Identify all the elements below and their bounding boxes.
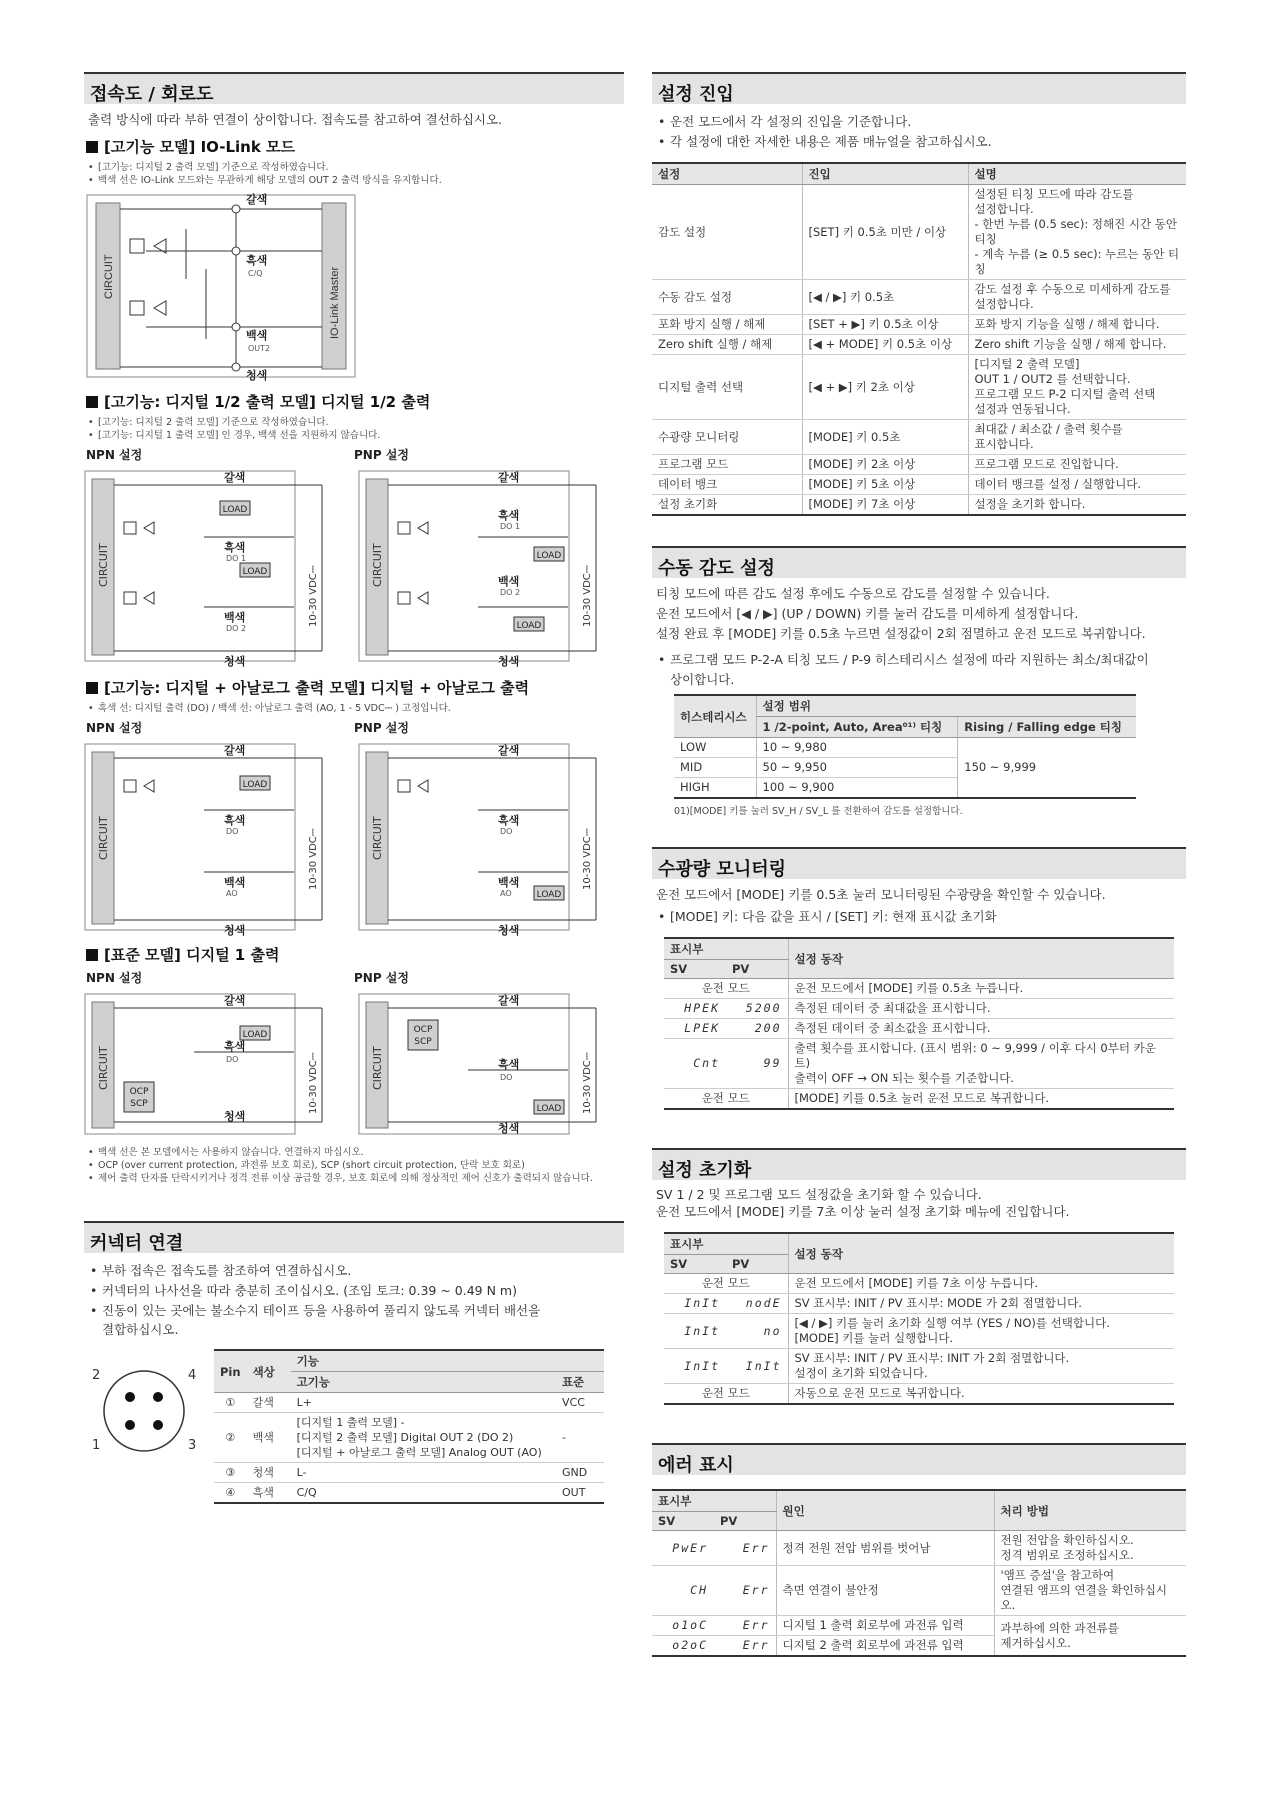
digital12-pnp-diagram (358, 467, 608, 667)
analog-notes (84, 700, 624, 717)
settings-entry-bullets (652, 104, 1186, 156)
load-box-label: LOAD (516, 621, 542, 631)
wire-black-sub: DO (500, 827, 513, 836)
wire-black-sub: DO 1 (500, 522, 521, 531)
connector-bullet: • 부하 접속은 접속도를 참조하여 연결하십시오. (90, 1261, 618, 1281)
iolink-note: • 백색 선은 IO-Link 모드와는 무관하게 해당 모델의 OUT 2 출력 방식을 유지합니다. (88, 174, 620, 187)
npn-label: NPN 설정 (86, 448, 143, 462)
vdc-label: 10-30 VDC⎓ (308, 1052, 319, 1114)
wiring-footnote: • 백색 선은 본 모델에서는 사용하지 않습니다. 연결하지 마십시오. (88, 1146, 620, 1159)
circuit-label: CIRCUIT (97, 543, 110, 587)
col-standard: 표준 (556, 1372, 604, 1393)
wire-black-sub: DO (226, 827, 239, 836)
wire-white-sub: OUT2 (248, 344, 271, 353)
table-row: LOW 10 ~ 9,980 150 ~ 9,999 (674, 738, 1136, 758)
table-row: 설정 초기화 [MODE] 키 7초 이상 설정을 초기화 합니다. (652, 495, 1186, 516)
table-row: o2oC Err 디지털 2 출력 회로부에 과전류 입력 (652, 1636, 1186, 1657)
circuit-label: CIRCUIT (371, 543, 384, 587)
wire-black-sub: DO (226, 1055, 239, 1064)
table-row: HIGH 100 ~ 9,900 (674, 778, 1136, 799)
monitor-line: 운전 모드에서 [MODE] 키를 0.5초 눌러 모니터링된 수광량을 확인할 수 있습니다. (656, 887, 1106, 902)
pnp-label: PNP 설정 (354, 721, 409, 735)
digital12-note: • [고기능: 디지털 2 출력 모델] 기준으로 작성하였습니다. (88, 416, 620, 429)
col-remedy: 처리 방법 (994, 1490, 1186, 1531)
settings-bullet: • 운전 모드에서 각 설정의 진입을 기준합니다. (658, 112, 1180, 132)
standard-set-labels (84, 967, 624, 990)
connector-bullet: • 커넥터의 나사선을 따라 충분히 조이십시오. (조임 토크: 0.39 ~ 0.49 N m) (90, 1281, 618, 1301)
table-row: 프로그램 모드 [MODE] 키 2초 이상 프로그램 모드로 진입합니다. (652, 455, 1186, 475)
wire-blue-label: 청색 (498, 924, 520, 936)
wire-brown-label: 갈색 (498, 744, 520, 757)
table-row: LPEK 200 측정된 데이터 중 최소값을 표시합니다. (664, 1019, 1174, 1039)
wire-black-label: 흑색 (498, 814, 520, 827)
digital12-set-labels (84, 444, 624, 467)
npn-label: NPN 설정 (86, 721, 143, 735)
settings-bullet: • 각 설정에 대한 자세한 내용은 제품 매뉴얼을 참고하십시오. (658, 132, 1180, 152)
col-color: 색상 (247, 1350, 291, 1393)
wire-white-label: 백색 (246, 329, 268, 342)
table-row: ② 백색 [디지털 1 출력 모델] - [디지털 2 출력 모델] Digital OUT 2 (DO 2) [디지털 + 아날로그 출력 모델] Analog OUT (AO) - (214, 1413, 604, 1463)
monitor-title: 수광량 모니터링 (652, 847, 1186, 879)
col-pv: PV (726, 1255, 788, 1274)
reset-table (664, 1232, 1174, 1405)
connector-bullet: • 진동이 있는 곳에는 불소수지 테이프 등을 사용하여 풀리지 않도록 커넥터 배선을 (90, 1301, 618, 1321)
standard-diagrams (84, 990, 624, 1140)
manual-sens-bullet: • 프로그램 모드 P-2-A 티칭 모드 / P-9 히스테리시스 설정에 따라 지원하는 최소/최대값이 상이합니다. (652, 646, 1186, 694)
table-row: ④ 흑색 C/Q OUT (214, 1483, 604, 1504)
wire-black-label: 흑색 (246, 254, 268, 267)
load-box-label: LOAD (222, 505, 248, 515)
wire-brown-label: 갈색 (498, 471, 520, 484)
wire-white-label: 백색 (498, 876, 520, 889)
settings-entry-table (652, 162, 1186, 516)
analog-diagrams (84, 740, 624, 936)
col-display: 표시부 (652, 1490, 776, 1512)
col-entry: 진입 (802, 163, 968, 185)
monitor-table (664, 937, 1174, 1110)
scp-label: SCP (130, 1099, 148, 1109)
hysteresis-table (674, 694, 1136, 799)
pnp-label: PNP 설정 (354, 971, 409, 985)
table-row: 데이터 뱅크 [MODE] 키 5초 이상 데이터 뱅크를 설정 / 실행합니다. (652, 475, 1186, 495)
connector-bullets (84, 1253, 624, 1325)
wire-blue-label: 청색 (498, 655, 520, 667)
wiring-intro: 출력 방식에 따라 부하 연결이 상이합니다. 접속도를 참고하여 결선하십시오. (88, 112, 503, 127)
col-sv: SV (652, 1512, 714, 1531)
col-action: 설정 동작 (788, 1233, 1174, 1274)
table-row: 감도 설정 [SET] 키 0.5초 미만 / 이상 설정된 티칭 모드에 따라 감도를 설정합니다. - 한번 누름 (0.5 sec): 정해진 시간 동안 티칭 - 계속 누름 (≥ 0.5 sec): 누르는 동안 티칭 (652, 185, 1186, 280)
table-row: 운전 모드 운전 모드에서 [MODE] 키를 0.5초 누릅니다. (664, 979, 1174, 999)
table-row: InIt InIt SV 표시부: INIT / PV 표시부: INIT 가 2회 점멸합니다. 설정이 초기화 되었습니다. (664, 1349, 1174, 1384)
wire-blue-label: 청색 (498, 1122, 520, 1135)
ocp-label: OCP (413, 1025, 433, 1035)
reset-text: SV 1 / 2 및 프로그램 모드 설정값을 초기화 할 수 있습니다. 운전 모드에서 [MODE] 키를 7초 이상 눌러 설정 초기화 메뉴에 진입합니다. (656, 1187, 1070, 1219)
vdc-label: 10-30 VDC⎓ (308, 828, 319, 890)
wire-black-label: 흑색 (498, 1058, 520, 1071)
monitor-bullet: • [MODE] 키: 다음 값을 표시 / [SET] 키: 현재 표시값 초기화 (652, 907, 1186, 931)
wire-white-sub: AO (226, 889, 238, 898)
analog-note: • 흑색 선: 디지털 출력 (DO) / 백색 선: 아날로그 출력 (AO, 1 - 5 VDC⎓ ) 고정입니다. (88, 702, 620, 715)
load-box-label: LOAD (242, 567, 268, 577)
load-box-label: LOAD (242, 1030, 268, 1040)
wire-brown-label: 갈색 (498, 994, 520, 1007)
left-column (84, 72, 624, 1504)
digital12-note: • [고기능: 디지털 1 출력 모델] 인 경우, 백색 선을 지원하지 않습니다. (88, 429, 620, 442)
load-box-label: LOAD (536, 1104, 562, 1114)
connector-block (84, 1349, 624, 1504)
analog-heading: [고기능: 디지털 + 아날로그 출력 모델] 디지털 + 아날로그 출력 (84, 673, 624, 700)
manual-sens-title: 수동 감도 설정 (652, 546, 1186, 578)
vdc-label: 10-30 VDC⎓ (582, 1052, 593, 1114)
wiring-section-title: 접속도 / 회로도 (84, 72, 624, 104)
standard-heading: [표준 모델] 디지털 1 출력 (84, 940, 624, 967)
circuit-label: CIRCUIT (97, 816, 110, 860)
digital12-npn-diagram (84, 467, 334, 667)
iolink-diagram (86, 189, 366, 381)
pin-label-2: 2 (92, 1368, 101, 1383)
col-sv: SV (664, 1255, 726, 1274)
wiring-footnotes (84, 1144, 624, 1187)
col-teach-1: 1 /2-point, Auto, Area⁰¹⁾ 티칭 (756, 717, 958, 738)
npn-label: NPN 설정 (86, 971, 143, 985)
table-row: Cnt 99 출력 횟수를 표시합니다. (표시 범위: 0 ~ 9,999 / 이후 다시 0부터 카운트) 출력이 OFF → ON 되는 횟수를 기준합니다. (664, 1039, 1174, 1089)
digital12-heading: [고기능: 디지털 1/2 출력 모델] 디지털 1/2 출력 (84, 387, 624, 414)
digital12-diagrams (84, 467, 624, 667)
wire-white-sub: DO 2 (226, 624, 247, 633)
wire-black-sub: C/Q (248, 269, 263, 278)
table-row: MID 50 ~ 9,950 (674, 758, 1136, 778)
wire-white-label: 백색 (498, 575, 520, 588)
connector-table (214, 1349, 604, 1504)
table-row: 디지털 출력 선택 [◀ + ▶] 키 2초 이상 [디지털 2 출력 모델] OUT 1 / OUT2 를 선택합니다. 프로그램 모드 P-2 디지털 출력 선택 설정과 연동됩니다. (652, 355, 1186, 420)
col-pv: PV (726, 960, 788, 979)
table-row: 운전 모드 운전 모드에서 [MODE] 키를 7초 이상 누릅니다. (664, 1274, 1174, 1294)
col-teach-2: Rising / Falling edge 티칭 (958, 717, 1136, 738)
col-sv: SV (664, 960, 726, 979)
wiring-footnote: • 제어 출력 단자를 단락시키거나 정격 전류 이상 공급할 경우, 보호 회로에 의해 정상적인 제어 신호가 출력되지 않습니다. (88, 1172, 620, 1185)
table-row: 수광량 모니터링 [MODE] 키 0.5초 최대값 / 최소값 / 출력 횟수를 표시합니다. (652, 420, 1186, 455)
digital12-notes (84, 414, 624, 444)
wire-brown-label: 갈색 (246, 193, 268, 206)
table-row: 포화 방지 실행 / 해제 [SET + ▶] 키 0.5초 이상 포화 방지 기능을 실행 / 해제 합니다. (652, 315, 1186, 335)
pin-label-3: 3 (188, 1438, 197, 1453)
hysteresis-footnote: 01)[MODE] 키를 눌러 SV_H / SV_L 를 전환하여 감도를 설정합니다. (674, 806, 963, 817)
right-column (652, 72, 1186, 1657)
error-table (652, 1489, 1186, 1657)
wire-white-label: 백색 (224, 611, 246, 624)
table-row: InIt nodE SV 표시부: INIT / PV 표시부: MODE 가 2회 점멸합니다. (664, 1294, 1174, 1314)
vdc-label: 10-30 VDC⎓ (582, 565, 593, 627)
col-hysteresis: 히스테리시스 (674, 695, 756, 738)
col-display: 표시부 (664, 938, 788, 960)
analog-npn-diagram (84, 740, 334, 936)
circuit-label: CIRCUIT (97, 1046, 110, 1090)
table-row: 수동 감도 설정 [◀ / ▶] 키 0.5초 감도 설정 후 수동으로 미세하게 감도를 설정합니다. (652, 280, 1186, 315)
circuit-label: CIRCUIT (103, 254, 115, 299)
wire-brown-label: 갈색 (224, 744, 246, 757)
table-row: 운전 모드 자동으로 운전 모드로 복귀합니다. (664, 1384, 1174, 1405)
iolink-heading: [고기능 모델] IO-Link 모드 (84, 132, 624, 159)
table-row: HPEK 5200 측정된 데이터 중 최대값을 표시합니다. (664, 999, 1174, 1019)
col-high: 고기능 (291, 1372, 556, 1393)
col-display: 표시부 (664, 1233, 788, 1255)
col-action: 설정 동작 (788, 938, 1174, 979)
iolink-note: • [고기능: 디지털 2 출력 모델] 기준으로 작성하였습니다. (88, 161, 620, 174)
wire-blue-label: 청색 (224, 655, 246, 667)
load-box-label: LOAD (242, 780, 268, 790)
wire-white-sub: AO (500, 889, 512, 898)
load-box-label: LOAD (536, 551, 562, 561)
table-row: ③ 청색 L- GND (214, 1463, 604, 1483)
table-row: Zero shift 실행 / 해제 [◀ + MODE] 키 0.5초 이상 Zero shift 기능을 실행 / 해제 합니다. (652, 335, 1186, 355)
col-pv: PV (714, 1512, 776, 1531)
table-row: 운전 모드 [MODE] 키를 0.5초 눌러 운전 모드로 복귀합니다. (664, 1089, 1174, 1110)
ocp-label: OCP (129, 1087, 149, 1097)
wire-black-label: 흑색 (224, 541, 246, 554)
wire-black-sub: DO 1 (226, 554, 247, 563)
col-range: 설정 범위 (756, 695, 1136, 717)
vdc-label: 10-30 VDC⎓ (582, 828, 593, 890)
pnp-label: PNP 설정 (354, 448, 409, 462)
wire-white-sub: DO 2 (500, 588, 521, 597)
table-row: InIt no [◀ / ▶] 키를 눌러 초기화 실행 여부 (YES / NO)를 선택합니다. [MODE] 키를 눌러 실행합니다. (664, 1314, 1174, 1349)
analog-pnp-diagram (358, 740, 608, 936)
wire-blue-label: 청색 (246, 369, 268, 381)
wire-black-label: 흑색 (224, 1040, 246, 1053)
wire-brown-label: 갈색 (224, 994, 246, 1007)
table-row: ① 갈색 L+ VCC (214, 1393, 604, 1413)
connector-section-title: 커넥터 연결 (84, 1221, 624, 1253)
analog-set-labels (84, 717, 624, 740)
reset-title: 설정 초기화 (652, 1148, 1186, 1180)
table-row: PwEr Err 정격 전원 전압 범위를 벗어남 전원 전압을 확인하십시오. 정격 범위로 조정하십시오. (652, 1531, 1186, 1566)
standard-pnp-diagram (358, 990, 608, 1140)
wire-blue-label: 청색 (224, 924, 246, 936)
wire-blue-label: 청색 (224, 1110, 246, 1123)
standard-npn-diagram (84, 990, 334, 1140)
vdc-label: 10-30 VDC⎓ (308, 565, 319, 627)
col-pin: Pin (214, 1350, 247, 1393)
col-setting: 설정 (652, 163, 802, 185)
scp-label: SCP (414, 1037, 432, 1047)
load-box-label: LOAD (536, 890, 562, 900)
iolink-notes (84, 159, 624, 189)
pin-label-4: 4 (188, 1368, 197, 1383)
circuit-label: CIRCUIT (371, 1046, 384, 1090)
wire-brown-label: 갈색 (224, 471, 246, 484)
table-row: o1oC Err 디지털 1 출력 회로부에 과전류 입력 과부하에 의한 과전류를 제거하십시오. (652, 1616, 1186, 1636)
circuit-label: CIRCUIT (371, 816, 384, 860)
wire-black-label: 흑색 (498, 509, 520, 522)
manual-sens-text: 티칭 모드에 따른 감도 설정 후에도 수동으로 감도를 설정할 수 있습니다. 운전 모드에서 [◀ / ▶] (UP / DOWN) 키를 눌러 감도를 미세하게 설정합니다. 설정 완료 후 [MODE] 키를 0.5초 누르면 설정값이 2회 점멸하고 운전 모드로 복귀합니다. (656, 586, 1146, 641)
table-row: CH Err 측면 연결이 불안정 '앰프 증설'을 참고하여 연결된 앰프의 연결을 확인하십시오. (652, 1566, 1186, 1616)
pin-label-1: 1 (92, 1438, 101, 1453)
col-cause: 원인 (776, 1490, 994, 1531)
settings-entry-title: 설정 진입 (652, 72, 1186, 104)
wiring-footnote: • OCP (over current protection, 과전류 보호 회로), SCP (short circuit protection, 단락 보호 회로) (88, 1159, 620, 1172)
connector-pin-diagram (84, 1349, 204, 1469)
error-title: 에러 표시 (652, 1443, 1186, 1475)
iolink-master-label: IO-Link Master (329, 266, 341, 339)
wire-black-label: 흑색 (224, 814, 246, 827)
wire-white-label: 백색 (224, 876, 246, 889)
col-desc: 설명 (968, 163, 1186, 185)
wire-black-sub: DO (500, 1073, 513, 1082)
connector-bullet-cont: 결합하십시오. (102, 1322, 179, 1337)
col-function: 기능 (291, 1350, 604, 1372)
